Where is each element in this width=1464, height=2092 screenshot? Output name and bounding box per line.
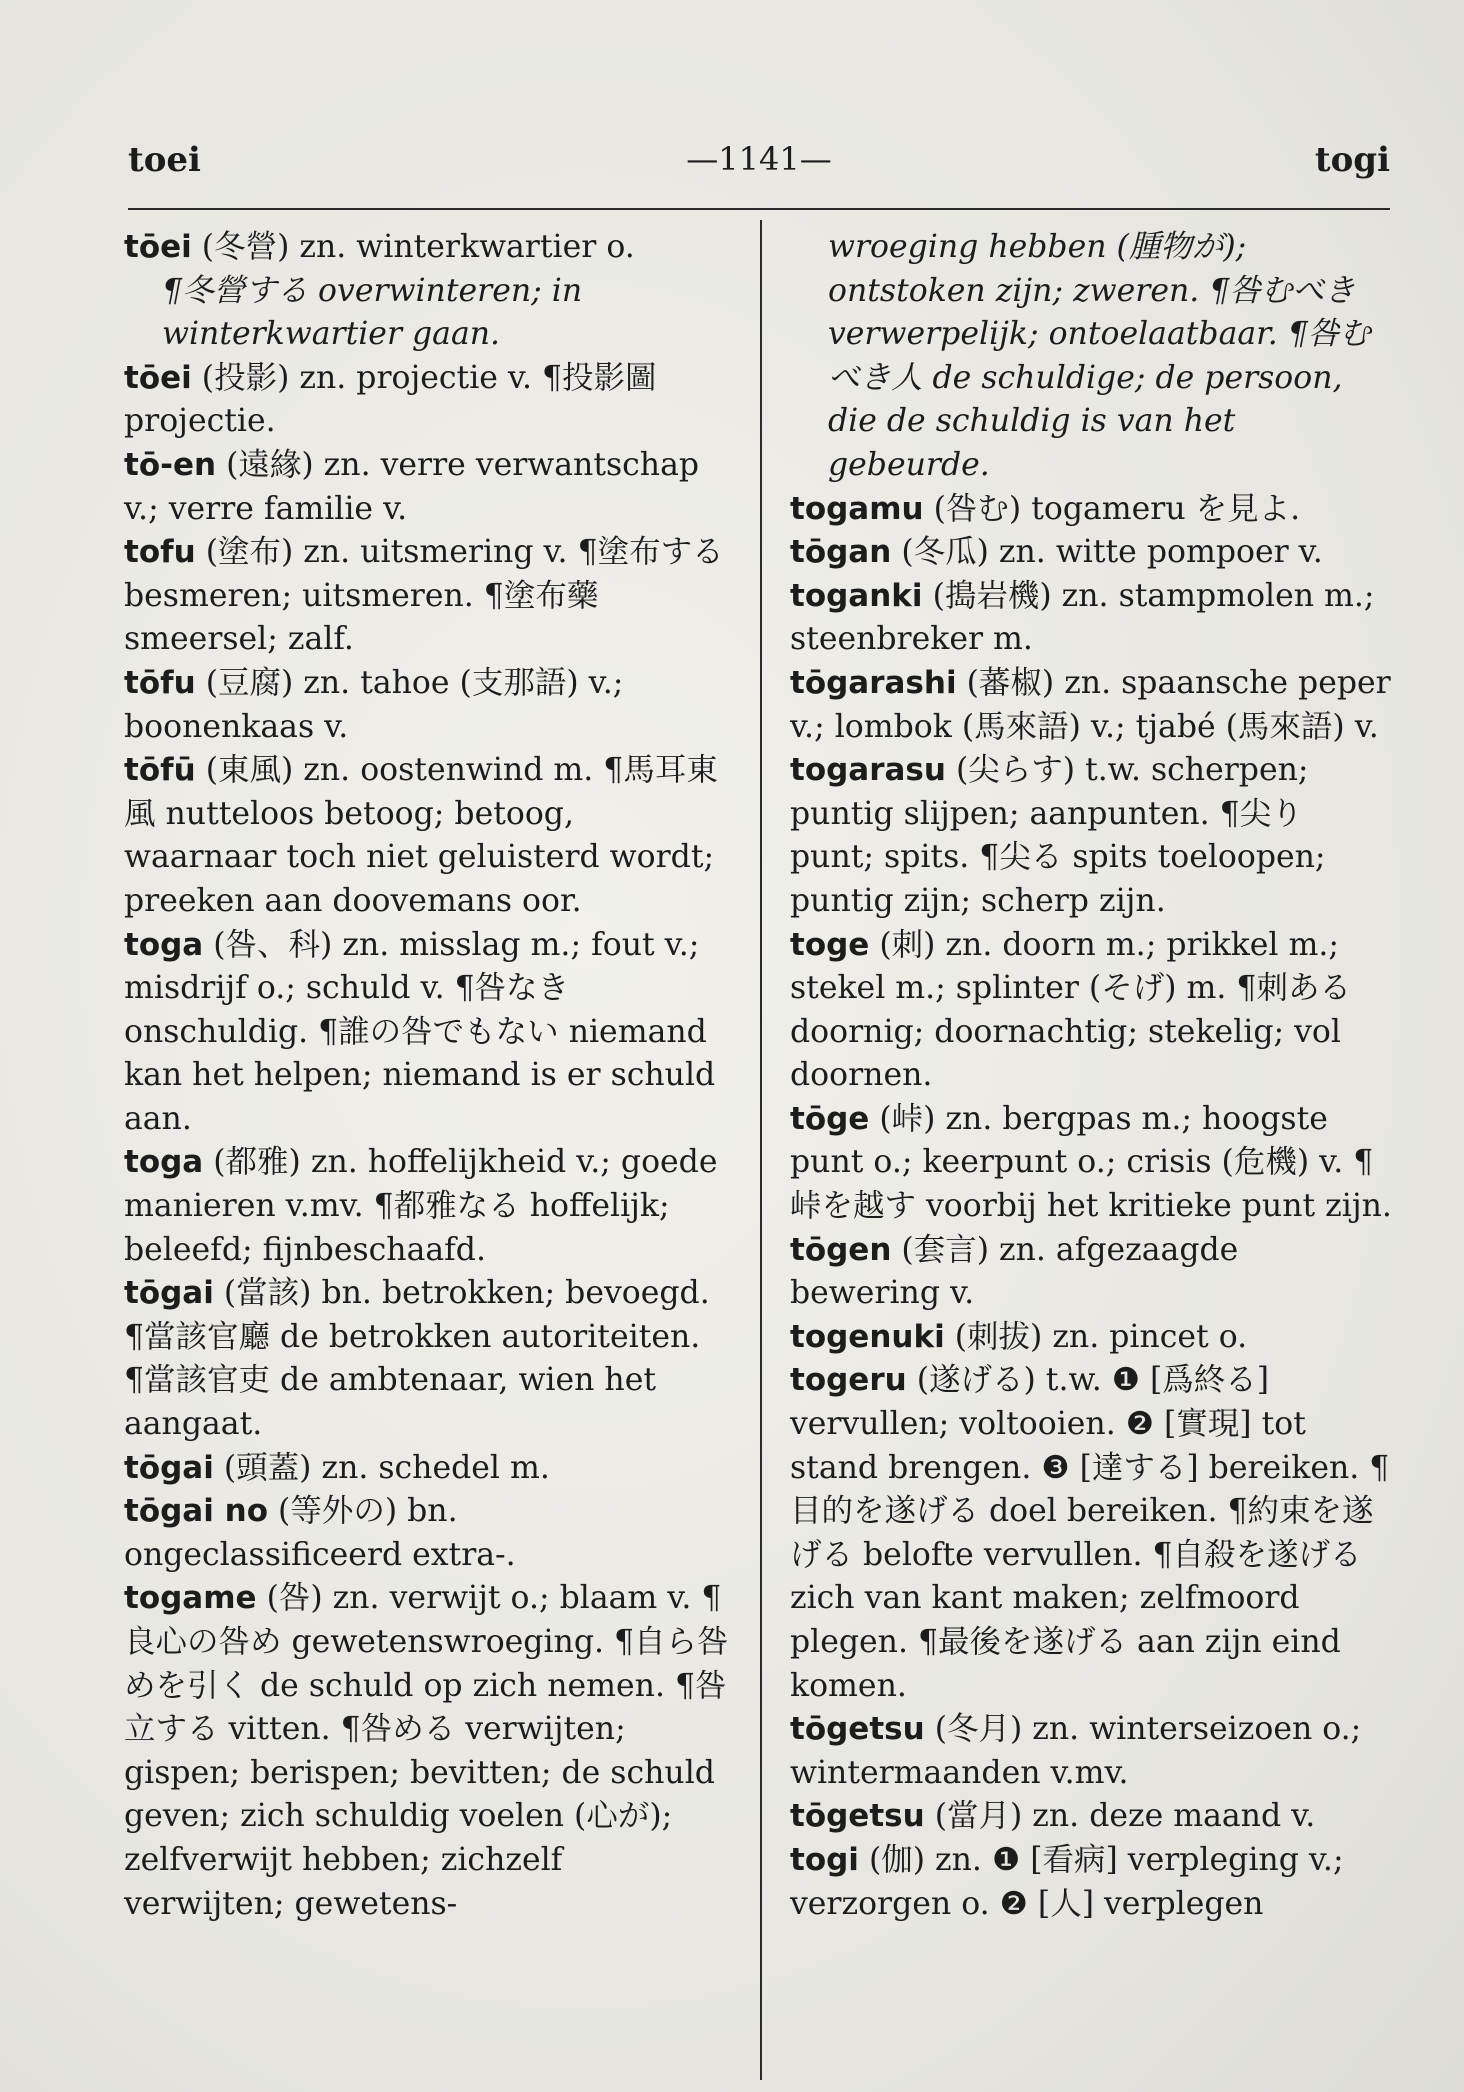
entry-body: (咎、科) zn. misslag m.; fout v.; misdrijf o.; schuld v. ¶咎なき onschuldig. ¶誰の咎でもない niemand kan het helpen; niemand is er schuld aan. <box>124 926 716 1137</box>
dictionary-entry <box>790 488 1395 532</box>
dictionary-entry <box>790 1708 1395 1795</box>
dictionary-entry <box>790 226 1395 488</box>
entry-body: (頭蓋) zn. schedel m. <box>223 1449 550 1486</box>
entry-body: (遠緣) zn. verre verwantschap v.; verre familie v. <box>124 446 700 527</box>
entry-body: (套言) zn. afgezaagde bewering v. <box>790 1231 1239 1312</box>
header-rule <box>128 208 1390 210</box>
dictionary-entry <box>790 1839 1395 1926</box>
headword: tōfu <box>124 664 196 701</box>
dictionary-entry <box>790 1316 1395 1360</box>
entry-body: (冬營) zn. winterkwartier o. <box>201 229 635 265</box>
page-header <box>128 140 1390 190</box>
entry-body: (峠) zn. bergpas m.; hoogste punt o.; keerpunt o.; crisis (危機) v. ¶峠を越す voorbij het kritieke punt zijn. <box>790 1100 1392 1225</box>
headword: toga <box>124 926 204 963</box>
entry-body: ¶冬營する overwinteren; in winterkwartier gaan. <box>162 272 583 353</box>
entry-body: (搗岩機) zn. stampmolen m.; steenbreker m. <box>790 577 1375 658</box>
entry-body: (咎) zn. verwijt o.; blaam v. ¶良心の咎め gewetenswroeging. ¶自ら咎めを引く de schuld op zich nemen. ¶咎立する vitten. ¶咎める verwijten; gispen; berispen; bevitten; de schuld geven; zich schuldig voelen (心が); zelfverwijt hebben; zichzelf verwijten; gewetens- <box>124 1580 729 1922</box>
dictionary-entry <box>790 1229 1395 1316</box>
headword: tōgen <box>790 1231 892 1268</box>
dictionary-entry <box>124 270 729 357</box>
dictionary-entry <box>124 226 729 270</box>
headword: togarasu <box>790 752 946 789</box>
headword: togame <box>124 1580 257 1617</box>
page-number: —1141— <box>686 140 832 178</box>
headword: togi <box>790 1841 859 1878</box>
headword: tōgai no <box>124 1493 269 1530</box>
dictionary-entry <box>790 749 1395 923</box>
dictionary-entry <box>124 357 729 444</box>
left-column <box>124 226 729 1926</box>
entry-body: (冬月) zn. winterseizoen o.; wintermaanden v.mv. <box>790 1711 1362 1791</box>
right-column <box>790 226 1395 1926</box>
headword: tōgetsu <box>790 1798 925 1835</box>
headword: tō-en <box>124 446 217 483</box>
dictionary-entry <box>124 1447 729 1491</box>
headword: tōgarashi <box>790 664 957 701</box>
headword: tōfū <box>124 752 196 789</box>
entry-body: (投影) zn. projectie v. ¶投影圖 projectie. <box>124 359 657 440</box>
headword: togenuki <box>790 1318 945 1355</box>
dictionary-entry <box>124 444 729 531</box>
headword: tōgai <box>124 1449 214 1486</box>
dictionary-entry <box>124 924 729 1142</box>
dictionary-entry <box>124 1272 729 1446</box>
entry-body: (刺) zn. doorn m.; prikkel m.; stekel m.; splinter (そげ) m. ¶刺ある doornig; doornachtig; stekelig; vol doornen. <box>790 926 1351 1094</box>
entry-body: (伽) zn. ❶ [看病] verpleging v.; verzorgen o. ❷ [人] verplegen <box>790 1841 1344 1922</box>
dictionary-entry <box>790 531 1395 575</box>
entry-body: (咎む) togameru を見よ. <box>933 490 1301 527</box>
entry-body: (蕃椒) zn. spaansche peper v.; lombok (馬來語) v.; tjabé (馬來語) v. <box>790 664 1391 745</box>
headword: togamu <box>790 490 924 527</box>
entry-body: (當該) bn. betrokken; bevoegd. ¶當該官廳 de betrokken autoriteiten. ¶當該官吏 de ambtenaar, wien het aangaat. <box>124 1275 710 1443</box>
headword: tōgai <box>124 1275 214 1312</box>
headword: tōge <box>790 1100 870 1137</box>
dictionary-entry <box>790 1359 1395 1708</box>
entry-body: (豆腐) zn. tahoe (支那語) v.; boonenkaas v. <box>124 664 624 745</box>
dictionary-entry <box>124 749 729 923</box>
dictionary-entry <box>790 924 1395 1098</box>
headword: toganki <box>790 577 923 614</box>
entry-body: (尖らす) t.w. scherpen; puntig slijpen; aanpunten. ¶尖り punt; spits. ¶尖る spits toeloopen; puntig zijn; scherp zijn. <box>790 752 1326 919</box>
entry-body: wroeging hebben (腫物が); ontstoken zijn; zweren. ¶咎むべき verwerpelijk; ontoelaatbaar. ¶咎むべき人 de schuldige; de persoon, die de schuldig is van het gebeurde. <box>828 229 1371 483</box>
dictionary-entry <box>124 1577 729 1926</box>
dictionary-entry <box>124 531 729 662</box>
headword: tōei <box>124 229 192 265</box>
entry-body: (遂げる) t.w. ❶ [爲終る] vervullen; voltooien. ❷ [實現] tot stand brengen. ❸ [達する] bereiken. ¶目的を遂げる doel bereiken. ¶約束を遂げる belofte vervullen. ¶自殺を遂げる zich van kant maken; zelfmoord plegen. ¶最後を遂げる aan zijn eind komen. <box>790 1362 1390 1704</box>
dictionary-entry <box>790 1098 1395 1229</box>
headword: tofu <box>124 534 196 571</box>
entry-body: (塗布) zn. uitsmering v. ¶塗布する besmeren; uitsmeren. ¶塗布藥 smeersel; zalf. <box>124 534 724 658</box>
dictionary-entry <box>790 1795 1395 1839</box>
entry-body: (東風) zn. oostenwind m. ¶馬耳東風 nutteloos betoog; betoog, waarnaar toch niet geluisterd wordt; preeken aan doovemans oor. <box>124 752 718 919</box>
entry-body: (當月) zn. deze maand v. <box>934 1798 1316 1835</box>
headword: tōei <box>124 359 192 396</box>
headword: togeru <box>790 1362 907 1399</box>
entry-body: (冬瓜) zn. witte pompoer v. <box>901 534 1323 571</box>
guide-word-right: togi <box>1314 140 1390 180</box>
dictionary-entry <box>124 1141 729 1272</box>
entry-body: (都雅) zn. hoffelijkheid v.; goede manieren v.mv. ¶都雅なる hoffelijk; beleefd; fijnbeschaafd. <box>124 1144 718 1268</box>
guide-word-left: toei <box>128 140 201 180</box>
dictionary-entry <box>790 575 1395 662</box>
entry-body: (刺拔) zn. pincet o. <box>954 1318 1248 1355</box>
headword: tōgetsu <box>790 1711 925 1748</box>
headword: toge <box>790 926 870 963</box>
column-divider <box>760 220 762 2080</box>
dictionary-entry <box>124 1490 729 1577</box>
dictionary-entry <box>124 662 729 749</box>
headword: toga <box>124 1144 204 1181</box>
dictionary-entry <box>790 662 1395 749</box>
entry-body: (等外の) bn. ongeclassificeerd extra-. <box>124 1493 516 1573</box>
headword: tōgan <box>790 534 892 571</box>
